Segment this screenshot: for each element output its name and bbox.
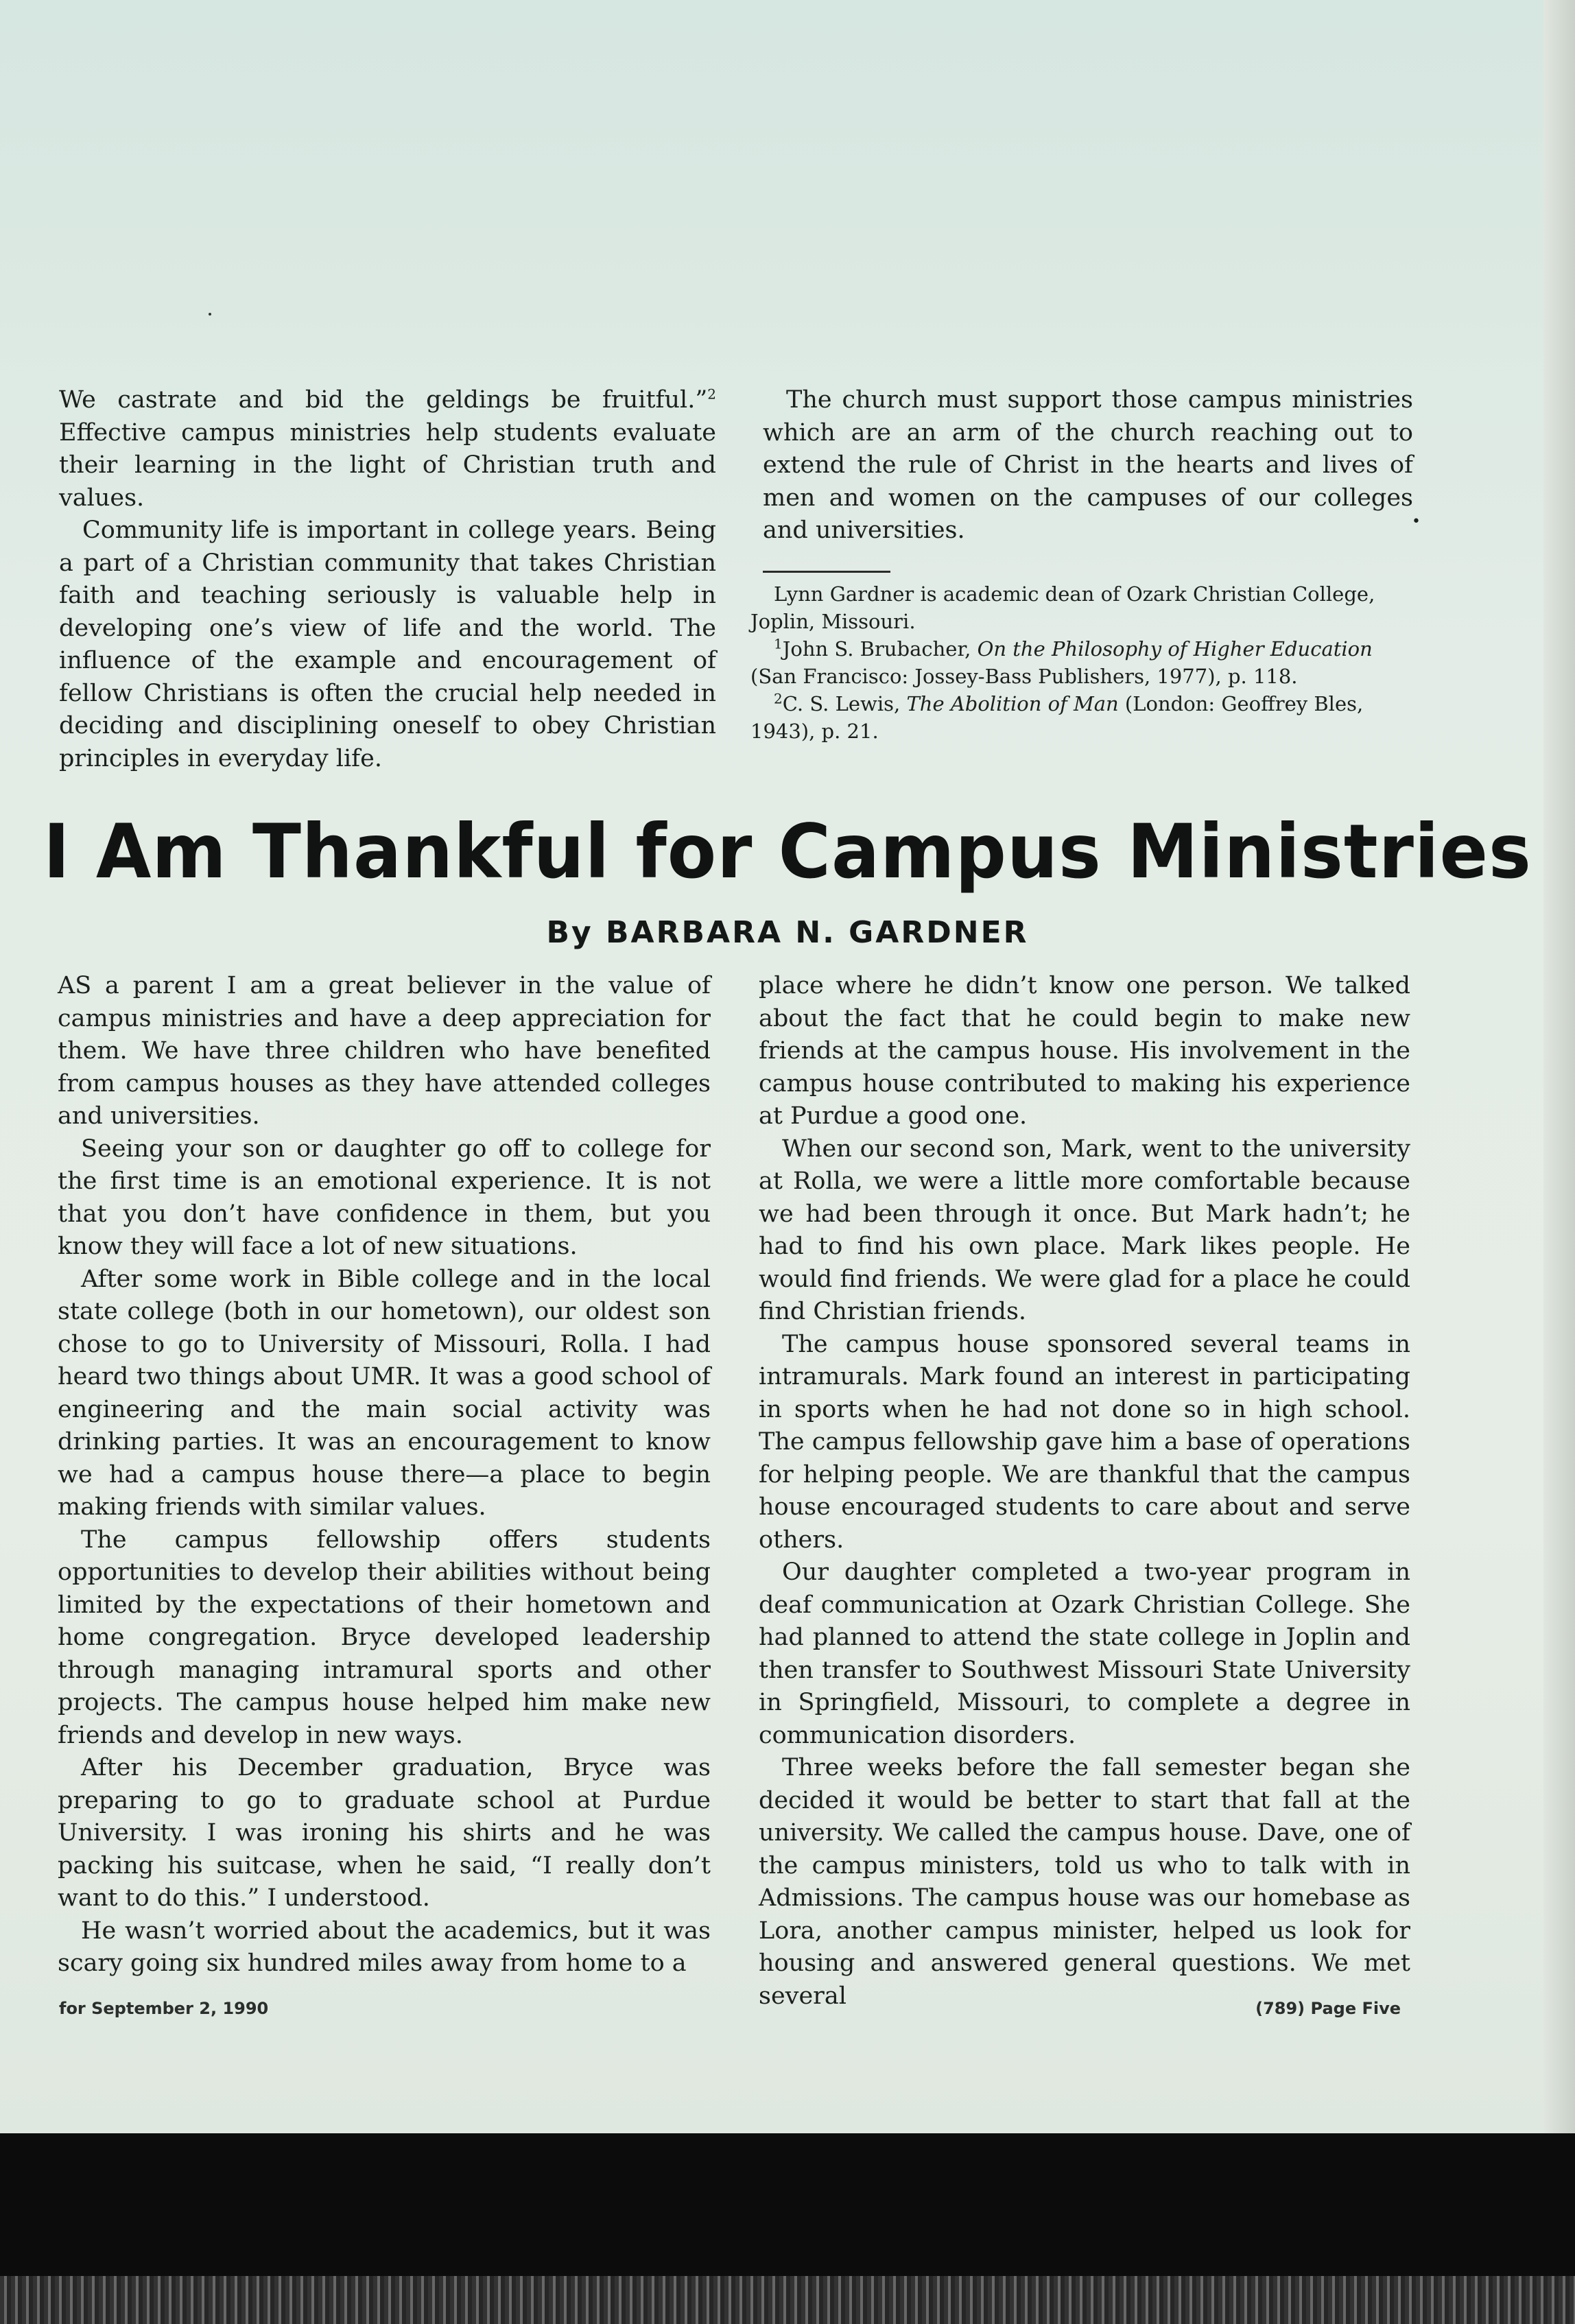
author-note: Lynn Gardner is academic dean of Ozark Christian College, Joplin, Missouri. bbox=[750, 582, 1375, 633]
community-paragraph: Community life is important in college years. Being a part of a Christian community that takes Christian faith and teaching seriously is valuable help in developing one’s view of life and the world. The influence of the example and encouragement of fellow Christians is often the crucial help needed in deciding and disciplining oneself to obey Christian principles in everyday life. bbox=[59, 517, 716, 772]
fabric-edge bbox=[0, 2276, 1575, 2324]
end-mark: • bbox=[1412, 513, 1421, 530]
article-paragraph: The campus house sponsored several teams in intramurals. Mark found an interest in participating in sports when he had not done so in high school. The campus fellowship gave him a base of operations for helping people. We are thankful that the campus house encouraged students to care about and serve others. bbox=[759, 1330, 1410, 1554]
scan-speck bbox=[209, 313, 211, 316]
footer-date: for September 2, 1990 bbox=[59, 1999, 269, 2018]
closing-paragraph: The church must support those campus ministries which are an arm of the church reaching out to extend the rule of Christ in the hearts and lives of men and women on the campuses of our colleges and universities. bbox=[763, 386, 1413, 544]
continued-paragraph: We castrate and bid the geldings be fruitful.”$^2$ Effective campus ministries help students evaluate their learning in the light of Christian truth and values. bbox=[59, 386, 716, 512]
article-paragraph: He wasn’t worried about the academics, but it was scary going six hundred miles away from home to a bbox=[58, 1917, 711, 1977]
article-paragraph: When our second son, Mark, went to the university at Rolla, we were a little more comfortable because we had been through it once. But Mark hadn’t; he had to find his own place. Mark likes people. He would find friends. We were glad for a place he could find Christian friends. bbox=[759, 1135, 1410, 1325]
article-paragraph: AS a parent I am a great believer in the value of campus ministries and have a deep appreciation for them. We have three children who have benefited from campus houses as they have attended colleges and universities. bbox=[58, 972, 711, 1130]
footnote-2: $^2$C. S. Lewis, The Abolition of Man (London: Geoffrey Bles, 1943), p. 21. bbox=[750, 690, 1364, 743]
article-paragraph: Seeing your son or daughter go off to college for the first time is an emotional experience. It is not that you don’t have confidence in them, but you know they will face a lot of new situations. bbox=[58, 1135, 711, 1260]
article-column-right bbox=[759, 970, 1410, 2013]
scan-background bbox=[0, 2133, 1575, 2324]
article-title: I Am Thankful for Campus Ministries bbox=[43, 807, 1532, 896]
article-paragraph: After some work in Bible college and in the local state college (both in our hometown), our oldest son chose to go to University of Missouri, Rolla. I had heard two things about UMR. It was a good school of engineering and the main social activity was drinking parties. It was an encouragement to know we had a campus house there—a place to begin making friends with similar values. bbox=[58, 1265, 711, 1521]
footer-page-number: (789) Page Five bbox=[1255, 1999, 1401, 2018]
footnote-rule bbox=[763, 571, 890, 573]
page-edge bbox=[1543, 0, 1575, 2133]
footnote-ref: 2 bbox=[707, 386, 716, 403]
continued-text-left bbox=[59, 384, 716, 775]
article-paragraph: After his December graduation, Bryce was preparing to go to graduate school at Purdue University. I was ironing his shirts and he was packing his suitcase, when he said, “I really don’t want to do this.” I understood. bbox=[58, 1754, 711, 1912]
footnotes bbox=[750, 580, 1409, 745]
article-byline: By BARBARA N. GARDNER bbox=[546, 915, 1029, 950]
footnote-1: $^1$John S. Brubacher, On the Philosophy of Higher Education (San Francisco: Jossey-Bass Publishers, 1977), p. 118. bbox=[750, 635, 1373, 688]
article-column-left bbox=[58, 970, 711, 1980]
article-paragraph: Three weeks before the fall semester began she decided it would be better to start that fall at the university. We called the campus house. Dave, one of the campus ministers, told us who to talk with in Admissions. The campus house was our homebase as Lora, another campus minister, helped us look for housing and answered general questions. We met several bbox=[759, 1754, 1410, 2010]
article-paragraph: The campus fellowship offers students opportunities to develop their abilities without being limited by the expectations of their hometown and home congregation. Bryce developed leadership through managing intramural sports and other projects. The campus house helped him make new friends and develop in new ways. bbox=[58, 1526, 711, 1749]
article-paragraph: place where he didn’t know one person. We talked about the fact that he could begin to make new friends at the campus house. His involvement in the campus house contributed to making his experience at Purdue a good one. bbox=[759, 972, 1410, 1130]
article-paragraph: Our daughter completed a two-year program in deaf communication at Ozark Christian College. She had planned to attend the state college in Joplin and then transfer to Southwest Missouri State University in Springfield, Missouri, to complete a degree in communication disorders. bbox=[759, 1558, 1410, 1749]
continued-text-right bbox=[763, 384, 1413, 547]
